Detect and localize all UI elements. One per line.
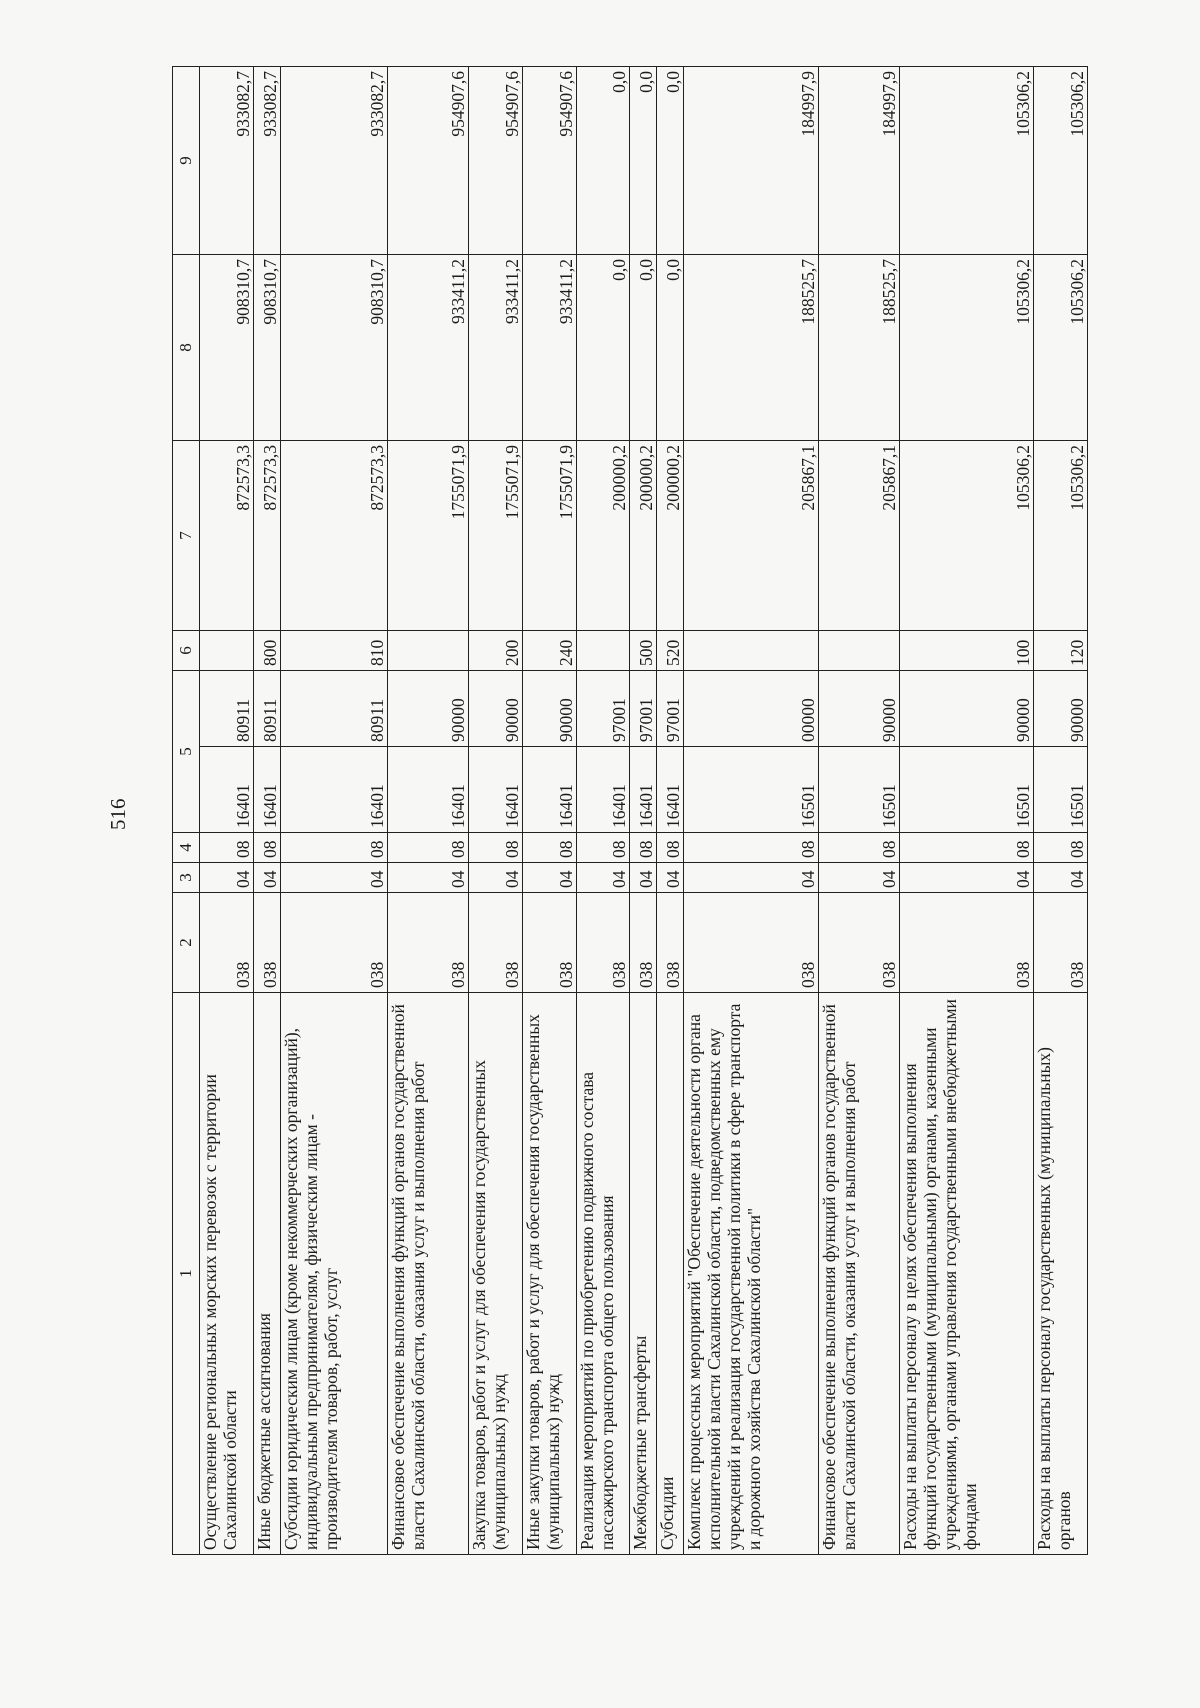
code-program: 16401	[576, 747, 630, 833]
code-expense-type	[818, 631, 899, 671]
code-direction: 80911	[199, 671, 253, 747]
code-direction: 97001	[657, 671, 684, 747]
table-row	[253, 67, 280, 1555]
code-admin: 038	[199, 893, 253, 993]
code-expense-type: 800	[253, 631, 280, 671]
value-col-7: 200000,2	[657, 441, 684, 631]
code-program: 16401	[280, 747, 388, 833]
value-col-9: 105306,2	[899, 67, 1034, 255]
code-subsection: 08	[469, 833, 523, 863]
code-program: 16401	[657, 747, 684, 833]
code-direction: 97001	[630, 671, 657, 747]
value-col-8: 188525,7	[818, 255, 899, 441]
code-section: 04	[253, 863, 280, 893]
value-col-7: 200000,2	[630, 441, 657, 631]
page-number: 516	[106, 798, 130, 830]
code-section: 04	[522, 863, 576, 893]
code-expense-type	[576, 631, 630, 671]
code-admin: 038	[899, 893, 1034, 993]
value-col-8: 105306,2	[1034, 255, 1088, 441]
code-program: 16501	[899, 747, 1034, 833]
code-admin: 038	[684, 893, 819, 993]
code-subsection: 08	[684, 833, 819, 863]
table-row	[1034, 67, 1088, 1555]
row-name: Расходы на выплаты персоналу в целях обеспечения выполнения функций государственными (муниципальными) органами, казенными учреждениями, органами управления государственными внебюджетными фондами	[899, 993, 1034, 1555]
code-admin: 038	[1034, 893, 1088, 993]
row-name: Иные бюджетные ассигнования	[253, 993, 280, 1555]
row-name: Реализация мероприятий по приобретению подвижного состава пассажирского транспорта общего пользования	[576, 993, 630, 1555]
code-expense-type	[199, 631, 253, 671]
value-col-9: 954907,6	[388, 67, 469, 255]
row-name: Комплекс процессных мероприятий "Обеспечение деятельности органа исполнительной власти Сахалинской области, подведомственных ему учреждений и реализация государственной политики в сфере транспорта и дорожного хозяйства Сахалинской области"	[684, 993, 819, 1555]
code-expense-type: 810	[280, 631, 388, 671]
value-col-8: 0,0	[576, 255, 630, 441]
value-col-9: 954907,6	[469, 67, 523, 255]
table-row	[657, 67, 684, 1555]
row-name: Субсидии	[657, 993, 684, 1555]
code-program: 16501	[684, 747, 819, 833]
table-body	[173, 67, 1088, 1555]
code-expense-type	[388, 631, 469, 671]
code-subsection: 08	[818, 833, 899, 863]
code-direction: 97001	[576, 671, 630, 747]
code-subsection: 08	[899, 833, 1034, 863]
table-row	[199, 67, 253, 1555]
value-col-8: 908310,7	[280, 255, 388, 441]
row-name: Осуществление региональных морских перевозок с территории Сахалинской области	[199, 993, 253, 1555]
value-col-8: 908310,7	[199, 255, 253, 441]
code-expense-type: 200	[469, 631, 523, 671]
value-col-8: 933411,2	[522, 255, 576, 441]
code-expense-type: 520	[657, 631, 684, 671]
header-col-9: 9	[173, 67, 200, 255]
code-admin: 038	[657, 893, 684, 993]
code-direction: 90000	[899, 671, 1034, 747]
code-program: 16401	[630, 747, 657, 833]
header-col-4: 4	[173, 833, 200, 863]
value-col-7: 205867,1	[818, 441, 899, 631]
code-section: 04	[1034, 863, 1088, 893]
table-row	[899, 67, 1034, 1555]
value-col-7: 105306,2	[899, 441, 1034, 631]
value-col-7: 1755071,9	[522, 441, 576, 631]
value-col-7: 200000,2	[576, 441, 630, 631]
code-admin: 038	[818, 893, 899, 993]
value-col-8: 188525,7	[684, 255, 819, 441]
code-program: 16501	[1034, 747, 1088, 833]
table-row	[388, 67, 469, 1555]
code-subsection: 08	[657, 833, 684, 863]
table-row	[280, 67, 388, 1555]
code-program: 16401	[522, 747, 576, 833]
code-expense-type: 120	[1034, 631, 1088, 671]
header-col-8: 8	[173, 255, 200, 441]
value-col-7: 872573,3	[199, 441, 253, 631]
code-admin: 038	[280, 893, 388, 993]
value-col-9: 954907,6	[522, 67, 576, 255]
table-row	[818, 67, 899, 1555]
code-section: 04	[469, 863, 523, 893]
code-section: 04	[818, 863, 899, 893]
value-col-9: 0,0	[630, 67, 657, 255]
table-row	[684, 67, 819, 1555]
code-direction: 90000	[818, 671, 899, 747]
value-col-9: 0,0	[576, 67, 630, 255]
value-col-7: 105306,2	[1034, 441, 1088, 631]
budget-table	[172, 66, 1088, 1555]
row-name: Иные закупки товаров, работ и услуг для обеспечения государственных (муниципальных) нужд	[522, 993, 576, 1555]
header-col-2: 2	[173, 893, 200, 993]
table-row	[522, 67, 576, 1555]
code-expense-type: 500	[630, 631, 657, 671]
value-col-8: 933411,2	[388, 255, 469, 441]
code-subsection: 08	[388, 833, 469, 863]
code-program: 16401	[199, 747, 253, 833]
row-name: Субсидии юридическим лицам (кроме некоммерческих организаций), индивидуальным предпринимателям, физическим лицам - производителям товаров, работ, услуг	[280, 993, 388, 1555]
code-direction: 90000	[469, 671, 523, 747]
code-section: 04	[576, 863, 630, 893]
row-name: Расходы на выплаты персоналу государственных (муниципальных) органов	[1034, 993, 1088, 1555]
table-row	[576, 67, 630, 1555]
code-subsection: 08	[1034, 833, 1088, 863]
code-admin: 038	[469, 893, 523, 993]
code-expense-type: 100	[899, 631, 1034, 671]
code-program: 16501	[818, 747, 899, 833]
value-col-9: 933082,7	[199, 67, 253, 255]
value-col-8: 105306,2	[899, 255, 1034, 441]
code-subsection: 08	[253, 833, 280, 863]
code-section: 04	[199, 863, 253, 893]
code-admin: 038	[253, 893, 280, 993]
header-col-3: 3	[173, 863, 200, 893]
value-col-8: 933411,2	[469, 255, 523, 441]
value-col-9: 933082,7	[253, 67, 280, 255]
code-expense-type	[684, 631, 819, 671]
code-admin: 038	[388, 893, 469, 993]
code-section: 04	[280, 863, 388, 893]
header-col-1: 1	[173, 993, 200, 1555]
row-name: Межбюджетные трансферты	[630, 993, 657, 1555]
row-name: Финансовое обеспечение выполнения функций органов государственной власти Сахалинской области, оказания услуг и выполнения работ	[818, 993, 899, 1555]
value-col-9: 184997,9	[818, 67, 899, 255]
code-direction: 90000	[1034, 671, 1088, 747]
row-name: Закупка товаров, работ и услуг для обеспечения государственных (муниципальных) нужд	[469, 993, 523, 1555]
table-row	[469, 67, 523, 1555]
code-program: 16401	[469, 747, 523, 833]
code-direction: 90000	[522, 671, 576, 747]
code-section: 04	[899, 863, 1034, 893]
value-col-7: 1755071,9	[469, 441, 523, 631]
value-col-9: 105306,2	[1034, 67, 1088, 255]
value-col-8: 0,0	[657, 255, 684, 441]
header-row	[173, 67, 200, 1555]
value-col-9: 933082,7	[280, 67, 388, 255]
code-admin: 038	[630, 893, 657, 993]
code-direction: 00000	[684, 671, 819, 747]
value-col-7: 1755071,9	[388, 441, 469, 631]
code-direction: 80911	[253, 671, 280, 747]
code-subsection: 08	[576, 833, 630, 863]
code-admin: 038	[522, 893, 576, 993]
value-col-7: 872573,3	[253, 441, 280, 631]
code-subsection: 08	[199, 833, 253, 863]
value-col-8: 0,0	[630, 255, 657, 441]
header-col-5: 5	[173, 671, 200, 833]
code-section: 04	[684, 863, 819, 893]
header-col-6: 6	[173, 631, 200, 671]
code-direction: 90000	[388, 671, 469, 747]
value-col-7: 205867,1	[684, 441, 819, 631]
row-name: Финансовое обеспечение выполнения функций органов государственной власти Сахалинской области, оказания услуг и выполнения работ	[388, 993, 469, 1555]
value-col-7: 872573,3	[280, 441, 388, 631]
code-subsection: 08	[630, 833, 657, 863]
code-program: 16401	[388, 747, 469, 833]
value-col-9: 184997,9	[684, 67, 819, 255]
header-col-7: 7	[173, 441, 200, 631]
budget-table-rotated	[172, 67, 1088, 1555]
code-subsection: 08	[280, 833, 388, 863]
code-section: 04	[657, 863, 684, 893]
code-expense-type: 240	[522, 631, 576, 671]
value-col-9: 0,0	[657, 67, 684, 255]
code-section: 04	[388, 863, 469, 893]
code-direction: 80911	[280, 671, 388, 747]
code-program: 16401	[253, 747, 280, 833]
table-row	[630, 67, 657, 1555]
code-section: 04	[630, 863, 657, 893]
code-subsection: 08	[522, 833, 576, 863]
code-admin: 038	[576, 893, 630, 993]
value-col-8: 908310,7	[253, 255, 280, 441]
